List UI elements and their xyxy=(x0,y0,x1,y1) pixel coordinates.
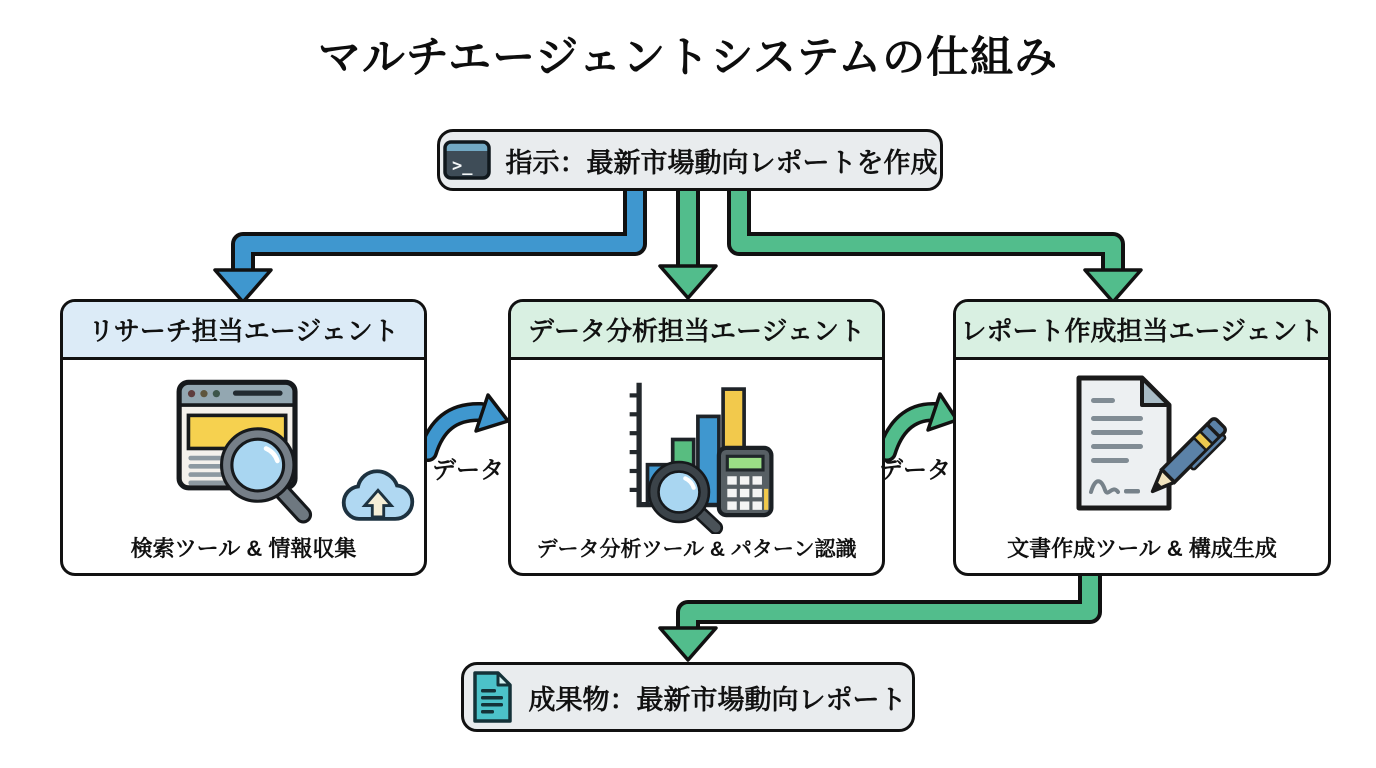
arrow-instruction-to-analysis xyxy=(660,186,716,298)
agent-research-header: リサーチ担当エージェント xyxy=(63,302,424,360)
data-label-right: データ xyxy=(879,457,951,484)
arrow-instruction-to-report xyxy=(739,186,1141,302)
agent-report-caption: 文書作成ツール & 構成生成 xyxy=(1007,536,1277,561)
page-title: マルチエージェントシステムの仕組み xyxy=(317,34,1059,82)
agent-research-caption: 検索ツール & 情報収集 xyxy=(130,536,357,561)
chart-calculator-icon xyxy=(616,366,784,534)
agent-card-research xyxy=(60,299,427,576)
instruction-box xyxy=(437,129,943,191)
document-pen-icon xyxy=(1064,368,1239,518)
arrow-research-to-analysis xyxy=(428,395,508,452)
terminal-glyph: >_ xyxy=(451,156,472,176)
output-label: 成果物：最新市場動向レポート xyxy=(528,684,907,715)
report-document-icon xyxy=(470,670,514,724)
arrow-report-to-output xyxy=(660,570,1090,660)
instruction-label: 指示：最新市場動向レポートを作成 xyxy=(505,147,938,178)
agent-card-report xyxy=(953,299,1331,576)
agent-analysis-caption: データ分析ツール & パターン認識 xyxy=(536,538,857,561)
cloud-upload-icon xyxy=(338,465,418,527)
agent-card-analysis xyxy=(508,299,885,576)
data-label-left: データ xyxy=(432,457,504,484)
arrow-instruction-to-research xyxy=(215,186,635,302)
agent-analysis-header: データ分析担当エージェント xyxy=(511,302,882,360)
arrow-analysis-to-report xyxy=(887,394,957,452)
browser-search-icon xyxy=(175,374,325,524)
terminal-icon xyxy=(443,140,491,180)
agent-report-header: レポート作成担当エージェント xyxy=(956,302,1328,360)
output-box xyxy=(461,662,915,732)
